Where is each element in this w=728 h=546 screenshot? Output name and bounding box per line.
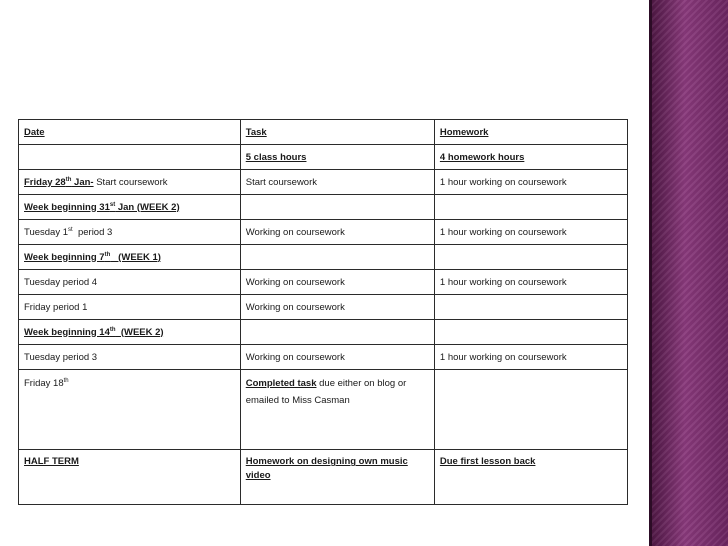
date-cell: Tuesday 1st period 3 [19,220,241,245]
totals-date-cell [19,145,241,170]
homework-cell: 1 hour working on coursework [434,170,627,195]
date-cell: Friday 18th [19,370,241,450]
homework-cell: 1 hour working on coursework [434,220,627,245]
homework-cell: Due first lesson back [434,450,627,505]
task-cell: Working on coursework [240,220,434,245]
task-cell: Working on coursework [240,295,434,320]
task-cell: Completed task due either on blog or emailed to Miss Casman [240,370,434,450]
table-row [19,450,628,505]
week-heading: Week beginning 7th (WEEK 1) [19,245,241,270]
table-row [19,370,628,450]
totals-homework: 4 homework hours [434,145,627,170]
task-cell: Working on coursework [240,270,434,295]
task-cell [240,195,434,220]
table-row [19,170,628,195]
decorative-side-panel [649,0,728,546]
homework-cell [434,370,627,450]
coursework-schedule-table [18,119,628,505]
homework-cell: 1 hour working on coursework [434,345,627,370]
header-row [19,120,628,145]
date-cell: HALF TERM [19,450,241,505]
homework-cell [434,295,627,320]
table-row [19,270,628,295]
date-cell: Friday 28th Jan- Start coursework [19,170,241,195]
totals-task: 5 class hours [240,145,434,170]
week-heading: Week beginning 31st Jan (WEEK 2) [19,195,241,220]
header-date: Date [19,120,241,145]
task-cell: Working on coursework [240,345,434,370]
header-homework: Homework [434,120,627,145]
header-task: Task [240,120,434,145]
homework-cell [434,320,627,345]
week-heading: Week beginning 14th (WEEK 2) [19,320,241,345]
table-row [19,345,628,370]
task-cell: Homework on designing own music video [240,450,434,505]
homework-cell [434,195,627,220]
task-cell [240,320,434,345]
homework-cell [434,245,627,270]
date-cell: Friday period 1 [19,295,241,320]
week-heading-row [19,320,628,345]
task-cell [240,245,434,270]
totals-row [19,145,628,170]
date-cell: Tuesday period 4 [19,270,241,295]
table-row [19,295,628,320]
week-heading-row [19,245,628,270]
date-cell: Tuesday period 3 [19,345,241,370]
task-cell: Start coursework [240,170,434,195]
table-row [19,220,628,245]
week-heading-row [19,195,628,220]
homework-cell: 1 hour working on coursework [434,270,627,295]
